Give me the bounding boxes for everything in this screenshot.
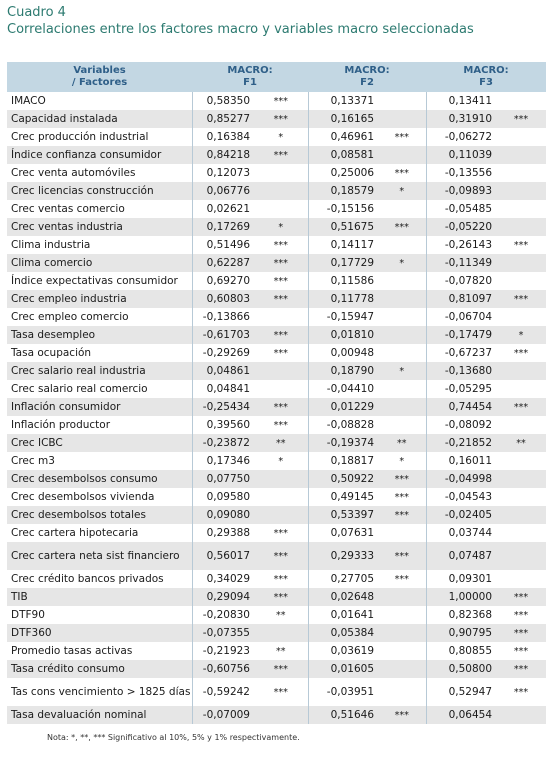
row-label: Clima industria (11, 239, 91, 251)
f3-significance (496, 362, 546, 380)
f1-significance: ** (276, 645, 286, 657)
row-label: Crec salario real industria (7, 362, 192, 380)
f2-significance: *** (378, 706, 426, 724)
row-label: Crec ICBC (7, 434, 192, 452)
table-row (7, 128, 546, 146)
f2-significance (378, 272, 426, 290)
row-label: Tasa crédito consumo (7, 660, 192, 678)
table-row (7, 488, 546, 506)
f1-value: -0,29269 (192, 344, 254, 362)
f1-significance (254, 308, 308, 326)
f2-significance (378, 380, 426, 398)
f2-value: 0,14117 (308, 236, 378, 254)
f1-value: 0,84218 (192, 146, 254, 164)
f2-significance (378, 236, 426, 254)
f1-value: -0,25434 (192, 398, 254, 416)
f2-significance (378, 290, 426, 308)
f1-significance: * (254, 218, 308, 236)
f2-value: 0,16165 (308, 110, 378, 128)
f2-significance (378, 92, 426, 110)
f3-value: -0,11349 (426, 254, 496, 272)
row-label: Índice confianza consumidor (7, 146, 192, 164)
f1-value: -0,13866 (192, 308, 254, 326)
row-label: Inflación consumidor (7, 398, 192, 416)
f3-value: 0,31910 (426, 110, 496, 128)
f3-significance (496, 200, 546, 218)
row-label: Crec salario real comercio (11, 383, 148, 395)
table-title-block (7, 4, 474, 38)
table-row (7, 452, 546, 470)
f3-value: 0,52947 (426, 678, 496, 706)
f1-value: 0,39560 (192, 416, 254, 434)
f3-value: 0,81097 (426, 290, 496, 308)
f1-value: 0,07750 (192, 470, 254, 488)
table-row (7, 570, 546, 588)
table-row (7, 588, 546, 606)
table-row (7, 308, 546, 326)
f3-significance: *** (496, 110, 546, 128)
f3-significance: *** (496, 398, 546, 416)
f2-value: 0,49145 (308, 488, 378, 506)
f3-significance: *** (513, 686, 529, 698)
f2-value: -0,19374 (308, 434, 378, 452)
row-label: Crec empleo industria (7, 290, 192, 308)
f1-value: 0,69270 (192, 272, 254, 290)
f1-value: 0,85277 (192, 110, 254, 128)
f2-significance: * (378, 254, 426, 272)
f3-value: 0,82368 (426, 606, 496, 624)
f1-significance: *** (254, 110, 308, 128)
f1-value: 0,29388 (192, 524, 254, 542)
table-row (7, 272, 546, 290)
f3-significance (496, 706, 546, 724)
f3-value: 0,07487 (426, 542, 496, 570)
table-row (7, 110, 546, 128)
f2-value: 0,51675 (308, 218, 378, 236)
f1-value: 0,04841 (192, 380, 254, 398)
row-label: Crec desembolsos totales (7, 506, 192, 524)
row-label: TIB (7, 588, 192, 606)
f2-value: -0,08828 (308, 416, 378, 434)
row-label: Crec m3 (11, 455, 55, 467)
f3-significance (496, 470, 546, 488)
header-f1-line1: MACRO: (227, 65, 273, 76)
f1-significance: *** (273, 419, 288, 431)
f2-significance: *** (378, 218, 426, 236)
f1-value: 0,12073 (192, 164, 254, 182)
f3-value: -0,05220 (426, 218, 496, 236)
f1-value: -0,61703 (192, 326, 254, 344)
f1-significance (254, 200, 308, 218)
f2-significance: * (399, 455, 405, 467)
row-label: Capacidad instalada (7, 110, 192, 128)
f3-value: -0,21852 (426, 434, 496, 452)
f1-significance: *** (254, 588, 308, 606)
footnote: Nota: *, **, *** Significativo al 10%, 5% y 1% respectivamente. (47, 733, 300, 742)
table-row (7, 326, 546, 344)
f3-significance: *** (513, 645, 529, 657)
f3-significance: *** (496, 624, 546, 642)
f2-value: 0,05384 (308, 624, 378, 642)
f3-value: -0,07820 (426, 272, 496, 290)
f1-value: -0,07009 (192, 706, 254, 724)
f2-significance: *** (378, 542, 426, 570)
row-label: Crec venta automóviles (11, 167, 136, 179)
f3-value: -0,13680 (426, 362, 496, 380)
f1-value: 0,17269 (192, 218, 254, 236)
f1-significance (254, 182, 308, 200)
f3-significance (496, 416, 546, 434)
f2-value: -0,15947 (308, 308, 378, 326)
f2-significance (378, 416, 426, 434)
f3-value: 0,74454 (426, 398, 496, 416)
f2-value: -0,15156 (308, 200, 378, 218)
header-f2-line1: MACRO: (344, 65, 390, 76)
f3-value: -0,04998 (426, 470, 496, 488)
f2-value: 0,27705 (308, 570, 378, 588)
f3-value: 0,13411 (426, 92, 496, 110)
f1-significance (254, 164, 308, 182)
f3-value: -0,06272 (426, 128, 496, 146)
f3-significance (496, 128, 546, 146)
f2-value: 0,03619 (308, 642, 378, 660)
f1-value: -0,60756 (192, 660, 254, 678)
f3-value: -0,05485 (426, 200, 496, 218)
f2-value: 0,00948 (308, 344, 378, 362)
f1-value: 0,09080 (192, 506, 254, 524)
f2-value: 0,13371 (308, 92, 378, 110)
f2-value: 0,50922 (308, 470, 378, 488)
f3-significance (496, 570, 546, 588)
f2-significance (378, 660, 426, 678)
f1-significance: *** (273, 239, 288, 251)
header-row (7, 62, 546, 92)
f1-significance: *** (254, 398, 308, 416)
row-label: Tasa ocupación (11, 347, 92, 359)
f2-significance (378, 200, 426, 218)
f2-significance (378, 606, 426, 624)
table-row (7, 92, 546, 110)
table-row (7, 434, 546, 452)
f1-significance: *** (254, 660, 308, 678)
f2-significance: * (378, 182, 426, 200)
f2-significance: *** (394, 167, 409, 179)
f1-significance: *** (273, 686, 288, 698)
row-label: Índice expectativas consumidor (11, 275, 178, 287)
f3-significance: *** (513, 609, 529, 621)
f1-significance (254, 506, 308, 524)
f3-significance (496, 452, 546, 470)
f1-value: 0,56017 (192, 542, 254, 570)
f2-significance (378, 326, 426, 344)
table-row (7, 542, 546, 570)
f2-significance: ** (378, 434, 426, 452)
f1-significance: *** (254, 326, 308, 344)
f3-value: 0,11039 (426, 146, 496, 164)
row-label: Clima comercio (7, 254, 192, 272)
table-row (7, 470, 546, 488)
f1-value: 0,09580 (192, 488, 254, 506)
f3-significance: ** (496, 434, 546, 452)
row-label: Promedio tasas activas (11, 645, 133, 657)
table-row (7, 236, 546, 254)
table-row (7, 254, 546, 272)
f1-significance (254, 362, 308, 380)
row-label: DTF90 (11, 609, 45, 621)
f1-significance: *** (273, 275, 288, 287)
f3-significance (496, 488, 546, 506)
header-f3-line1: MACRO: (463, 65, 509, 76)
header-f3 (426, 62, 546, 92)
f3-significance: *** (496, 660, 546, 678)
f2-value: 0,18817 (308, 452, 378, 470)
f1-value: 0,16384 (192, 128, 254, 146)
f3-significance (496, 542, 546, 570)
f2-significance (378, 146, 426, 164)
row-label: Crec cartera hipotecaria (11, 527, 139, 539)
f3-significance: *** (513, 347, 529, 359)
f1-value: -0,21923 (192, 642, 254, 660)
f1-significance: *** (254, 146, 308, 164)
row-label: Crec crédito bancos privados (11, 573, 164, 585)
f1-significance (254, 380, 308, 398)
f2-significance (378, 678, 426, 706)
row-label: Crec producción industrial (11, 131, 149, 143)
f2-significance: *** (394, 491, 409, 503)
f3-value: -0,67237 (426, 344, 496, 362)
f2-significance (378, 624, 426, 642)
table-row (7, 606, 546, 624)
f1-value: 0,04861 (192, 362, 254, 380)
f3-significance (496, 164, 546, 182)
f1-value: 0,02621 (192, 200, 254, 218)
f2-value: 0,18579 (308, 182, 378, 200)
f2-value: 0,08581 (308, 146, 378, 164)
f1-significance (254, 488, 308, 506)
f3-significance: *** (513, 239, 529, 251)
f3-value: 0,80855 (426, 642, 496, 660)
f2-significance: *** (394, 573, 409, 585)
table-number: Cuadro 4 (7, 5, 66, 20)
f1-significance: *** (273, 527, 288, 539)
f3-value: 0,03744 (426, 524, 496, 542)
f1-value: 0,58350 (192, 92, 254, 110)
f2-value: 0,25006 (308, 164, 378, 182)
f2-significance: * (378, 362, 426, 380)
f3-value: 0,06454 (426, 706, 496, 724)
header-variables (7, 62, 192, 92)
row-label: Crec ventas comercio (11, 203, 125, 215)
table-row (7, 678, 546, 706)
row-label: Crec desembolsos vivienda (11, 491, 155, 503)
f3-value: 0,90795 (426, 624, 496, 642)
table-row (7, 200, 546, 218)
row-label: Tas cons vencimiento > 1825 días (11, 686, 191, 698)
header-variables-line1: Variables (73, 65, 126, 76)
f1-significance: * (278, 131, 284, 143)
table-row (7, 642, 546, 660)
f3-value: 0,50800 (426, 660, 496, 678)
table-row (7, 344, 546, 362)
f2-value: 0,07631 (308, 524, 378, 542)
table-row (7, 380, 546, 398)
f2-significance (378, 524, 426, 542)
f2-value: 0,17729 (308, 254, 378, 272)
f2-value: 0,51646 (308, 706, 378, 724)
header-f3-line2: F3 (479, 77, 493, 88)
table-row (7, 416, 546, 434)
f3-value: 1,00000 (426, 588, 496, 606)
f1-value: 0,17346 (192, 452, 254, 470)
f2-significance (378, 308, 426, 326)
f3-value: -0,26143 (426, 236, 496, 254)
f3-value: -0,06704 (426, 308, 496, 326)
f1-value: -0,59242 (192, 678, 254, 706)
table-row (7, 164, 546, 182)
f1-value: -0,23872 (192, 434, 254, 452)
f1-significance: * (278, 455, 284, 467)
row-label: Tasa desempleo (7, 326, 192, 344)
f2-value: 0,01229 (308, 398, 378, 416)
f1-value: -0,20830 (192, 606, 254, 624)
f1-significance (254, 624, 308, 642)
f2-significance (378, 398, 426, 416)
f1-significance: *** (254, 542, 308, 570)
row-label: DTF360 (7, 624, 192, 642)
f1-significance (254, 470, 308, 488)
row-label: IMACO (11, 95, 46, 107)
f3-value: 0,16011 (426, 452, 496, 470)
f3-significance (496, 146, 546, 164)
table-row (7, 398, 546, 416)
f3-value: -0,05295 (426, 380, 496, 398)
f1-value: 0,34029 (192, 570, 254, 588)
f3-significance (496, 506, 546, 524)
f1-significance: *** (273, 573, 288, 585)
f1-value: -0,07355 (192, 624, 254, 642)
table-title: Correlaciones entre los factores macro y variables macro seleccionadas (7, 22, 474, 37)
f2-significance: *** (378, 506, 426, 524)
f2-significance: *** (378, 470, 426, 488)
table-row (7, 290, 546, 308)
f3-significance (496, 218, 546, 236)
header-f2-line2: F2 (360, 77, 374, 88)
row-label: Crec ventas industria (7, 218, 192, 236)
f3-significance: *** (496, 290, 546, 308)
f1-significance: *** (273, 347, 288, 359)
table-row (7, 146, 546, 164)
f3-value: -0,08092 (426, 416, 496, 434)
table-row (7, 660, 546, 678)
f1-value: 0,29094 (192, 588, 254, 606)
f1-significance (254, 706, 308, 724)
f2-significance (378, 588, 426, 606)
f1-significance: *** (254, 290, 308, 308)
f2-value: 0,53397 (308, 506, 378, 524)
f3-significance (496, 92, 546, 110)
f2-significance: *** (394, 131, 409, 143)
f1-significance: ** (276, 609, 286, 621)
f1-significance: *** (254, 254, 308, 272)
f2-significance (378, 344, 426, 362)
f3-value: -0,04543 (426, 488, 496, 506)
f3-significance (496, 272, 546, 290)
header-f1 (192, 62, 308, 92)
f3-value: -0,13556 (426, 164, 496, 182)
table-row (7, 218, 546, 236)
row-label: Crec desembolsos consumo (7, 470, 192, 488)
row-label: Crec empleo comercio (11, 311, 129, 323)
f3-significance (496, 380, 546, 398)
f2-value: 0,02648 (308, 588, 378, 606)
table-row (7, 706, 546, 724)
table-row (7, 524, 546, 542)
table-body (7, 92, 546, 724)
f1-significance: ** (254, 434, 308, 452)
table-row (7, 624, 546, 642)
f3-significance: * (496, 326, 546, 344)
f3-significance (496, 182, 546, 200)
f1-significance: *** (273, 95, 288, 107)
f2-value: 0,11586 (308, 272, 378, 290)
f2-value: 0,01605 (308, 660, 378, 678)
row-label: Tasa devaluación nominal (7, 706, 192, 724)
header-f1-line2: F1 (243, 77, 257, 88)
f3-significance (496, 254, 546, 272)
f2-value: 0,46961 (308, 128, 378, 146)
f2-value: 0,18790 (308, 362, 378, 380)
f2-significance (378, 110, 426, 128)
f1-value: 0,62287 (192, 254, 254, 272)
f1-value: 0,06776 (192, 182, 254, 200)
f3-significance (496, 308, 546, 326)
f2-value: 0,01641 (308, 606, 378, 624)
table-row (7, 506, 546, 524)
f3-value: -0,02405 (426, 506, 496, 524)
f3-significance (496, 524, 546, 542)
row-label: Inflación productor (11, 419, 111, 431)
f2-value: 0,01810 (308, 326, 378, 344)
f2-value: 0,11778 (308, 290, 378, 308)
f3-value: -0,17479 (426, 326, 496, 344)
table-row (7, 182, 546, 200)
f3-value: 0,09301 (426, 570, 496, 588)
table-row (7, 362, 546, 380)
f2-value: -0,03951 (308, 678, 378, 706)
f2-significance (378, 642, 426, 660)
f3-value: -0,09893 (426, 182, 496, 200)
row-label: Crec licencias construcción (7, 182, 192, 200)
f1-value: 0,60803 (192, 290, 254, 308)
header-variables-line2: / Factores (71, 77, 128, 88)
f2-value: -0,04410 (308, 380, 378, 398)
header-f2 (308, 62, 426, 92)
f2-value: 0,29333 (308, 542, 378, 570)
f1-value: 0,51496 (192, 236, 254, 254)
f3-significance: *** (496, 588, 546, 606)
correlation-table (7, 62, 546, 724)
row-label: Crec cartera neta sist financiero (7, 542, 192, 570)
